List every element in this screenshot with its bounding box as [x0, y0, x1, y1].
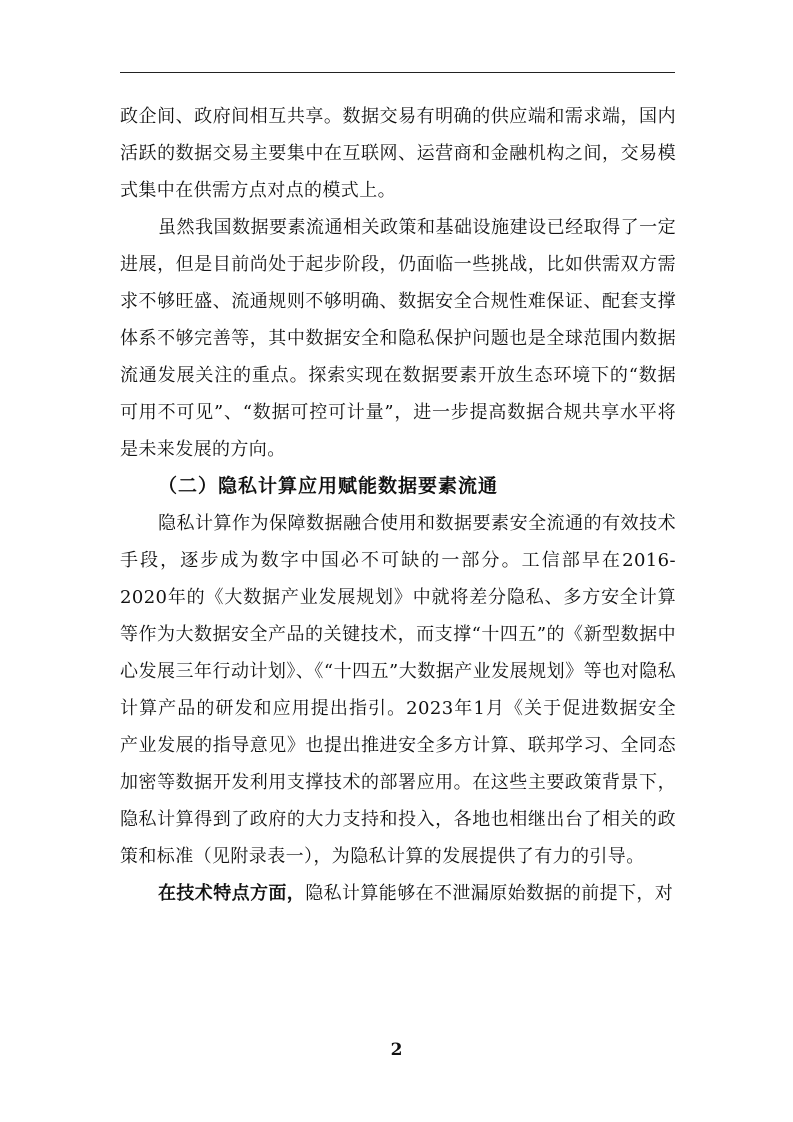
paragraph-continued: 政企间、政府间相互共享。数据交易有明确的供应端和需求端，国内活跃的数据交易主要集中在互联网、运营商和金融机构之间，交易模式集中在供需方点对点的模式上。	[120, 106, 676, 201]
section-heading: （二）隐私计算应用赋能数据要素流通	[158, 475, 499, 497]
header-rule	[120, 72, 675, 73]
document-body	[120, 98, 676, 912]
page-number: 2	[390, 1040, 403, 1060]
bold-lead-text: 在技术特点方面，	[158, 883, 306, 904]
paragraph-text: 隐私计算能够在不泄漏原始数据的前提下，对	[305, 883, 674, 904]
paragraph-technical-features	[120, 875, 676, 912]
paragraph-challenges: 虽然我国数据要素流通相关政策和基础设施建设已经取得了一定进展，但是目前尚处于起步阶段，仍面临一些挑战，比如供需双方需求不够旺盛、流通规则不够明确、数据安全合规性难保证、配套支撑体系不够完善等，其中数据安全和隐私保护问题也是全球范围内数据流通发展关注的重点。探索实现在数据要素开放生态环境下的“数据可用不可见”、“数据可控可计量”，进一步提高数据合规共享水平将是未来发展的方向。	[120, 217, 676, 460]
paragraph-privacy-computing: 隐私计算作为保障数据融合使用和数据要素安全流通的有效技术手段，逐步成为数字中国必不可缺的一部分。工信部早在2016-2020年的《大数据产业发展规划》中就将差分隐私、多方安全计算等作为大数据安全产品的关键技术，而支撑“十四五”的《新型数据中心发展三年行动计划》、《“十四五”大数据产业发展规划》等也对隐私计算产品的研发和应用提出指引。2023年1月《关于促进数据安全产业发展的指导意见》也提出推进安全多方计算、联邦学习、全同态加密等数据开发利用支撑技术的部署应用。在这些主要政策背景下，隐私计算得到了政府的大力支持和投入，各地也相继出台了相关的政策和标准（见附录表一），为隐私计算的发展提供了有力的引导。	[120, 513, 676, 867]
